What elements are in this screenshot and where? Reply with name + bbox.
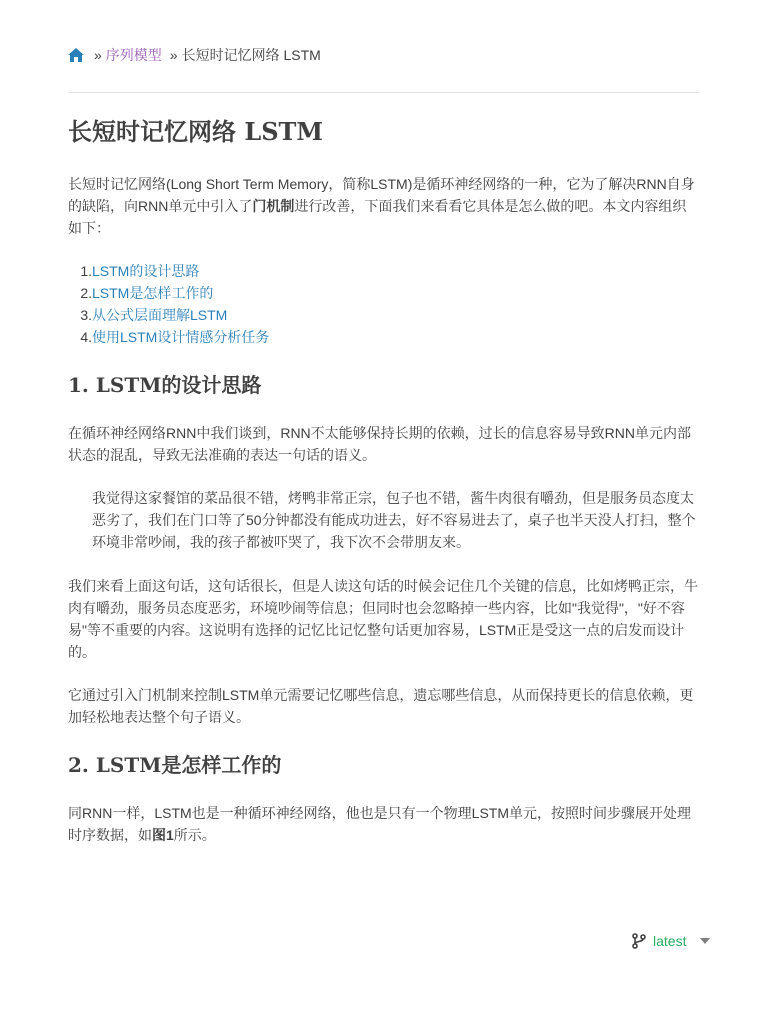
- table-of-contents: [68, 260, 269, 348]
- toc-link-how-it-works[interactable]: LSTM是怎样工作的: [92, 285, 214, 301]
- intro-paragraph: [68, 173, 699, 239]
- toc-item: [68, 260, 269, 282]
- section-heading-1: 1. LSTM的设计思路: [68, 373, 262, 397]
- toc-item: [68, 282, 269, 304]
- toc-number: 4.: [80, 329, 92, 345]
- breadcrumb-separator: »: [169, 47, 178, 63]
- breadcrumb-separator: »: [94, 47, 102, 63]
- toc-number: 3.: [80, 307, 92, 323]
- version-selector[interactable]: [600, 928, 720, 954]
- toc-link-design[interactable]: LSTM的设计思路: [92, 263, 200, 279]
- toc-item: [68, 304, 269, 326]
- version-label: latest: [653, 933, 687, 949]
- section-heading-2: 2. LSTM是怎样工作的: [68, 753, 282, 777]
- section2-text-tail: 所示。: [173, 827, 216, 843]
- toc-link-sentiment-task[interactable]: 使用LSTM设计情感分析任务: [92, 329, 270, 345]
- caret-down-icon: [700, 938, 710, 944]
- example-quote: 我觉得这家餐馆的菜品很不错，烤鸭非常正宗，包子也不错，酱牛肉很有嚼劲，但是服务员态度太恶劣了，我们在门口等了50分钟都没有能成功进去，好不容易进去了，桌子也半天没人打扫，整个环境非常吵闹，我的孩子都被吓哭了，我下次不会带朋友来。: [92, 490, 696, 550]
- toc-link-formulas[interactable]: 从公式层面理解LSTM: [92, 307, 228, 323]
- divider: [68, 92, 699, 93]
- home-icon[interactable]: [68, 48, 84, 62]
- intro-text: 长短时记忆网络(Long Short Term Memory，简称LSTM)是循环神经网络的一种，它为了解决RNN自身的缺陷，向RNN单元中引入了: [68, 176, 695, 214]
- section1-paragraph-2: 我们来看上面这句话，这句话很长，但是人读这句话的时候会记住几个关键的信息，比如烤鸭正宗，牛肉有嚼劲，服务员态度恶劣，环境吵闹等信息；但同时也会忽略掉一些内容，比如"我觉得"，"好不容易"等不重要的内容。这说明有选择的记忆比记忆整句话更加容易，LSTM正是受这一点的启发而设计的。: [68, 578, 698, 660]
- intro-bold-text: 门机制: [252, 198, 295, 214]
- breadcrumb-current: 长短时记忆网络 LSTM: [181, 47, 321, 63]
- intro-text-tail: 进行改善，下面我们来看看它具体是怎么做的吧。本文内容组织如下：: [68, 198, 687, 236]
- toc-number: 2.: [80, 285, 92, 301]
- git-branch-icon: [631, 933, 647, 949]
- section1-paragraph-3: 它通过引入门机制来控制LSTM单元需要记忆哪些信息，遗忘哪些信息，从而保持更长的信息依赖，更加轻松地表达整个句子语义。: [68, 687, 694, 725]
- breadcrumb-link-sequence-models[interactable]: 序列模型: [105, 47, 162, 63]
- breadcrumb: [68, 45, 321, 65]
- section2-paragraph-1: [68, 802, 699, 846]
- section1-paragraph-1: 在循环神经网络RNN中我们谈到，RNN不太能够保持长期的依赖，过长的信息容易导致RNN单元内部状态的混乱，导致无法准确的表达一句话的语义。: [68, 425, 691, 463]
- section2-text: 同RNN一样，LSTM也是一种循环神经网络，他也是只有一个物理LSTM单元，按照时间步骤展开处理时序数据，如: [68, 805, 692, 843]
- figure-reference: 图1: [152, 827, 174, 843]
- page-title: 长短时记忆网络 LSTM: [68, 117, 323, 146]
- toc-number: 1.: [80, 263, 92, 279]
- toc-item: [68, 326, 269, 348]
